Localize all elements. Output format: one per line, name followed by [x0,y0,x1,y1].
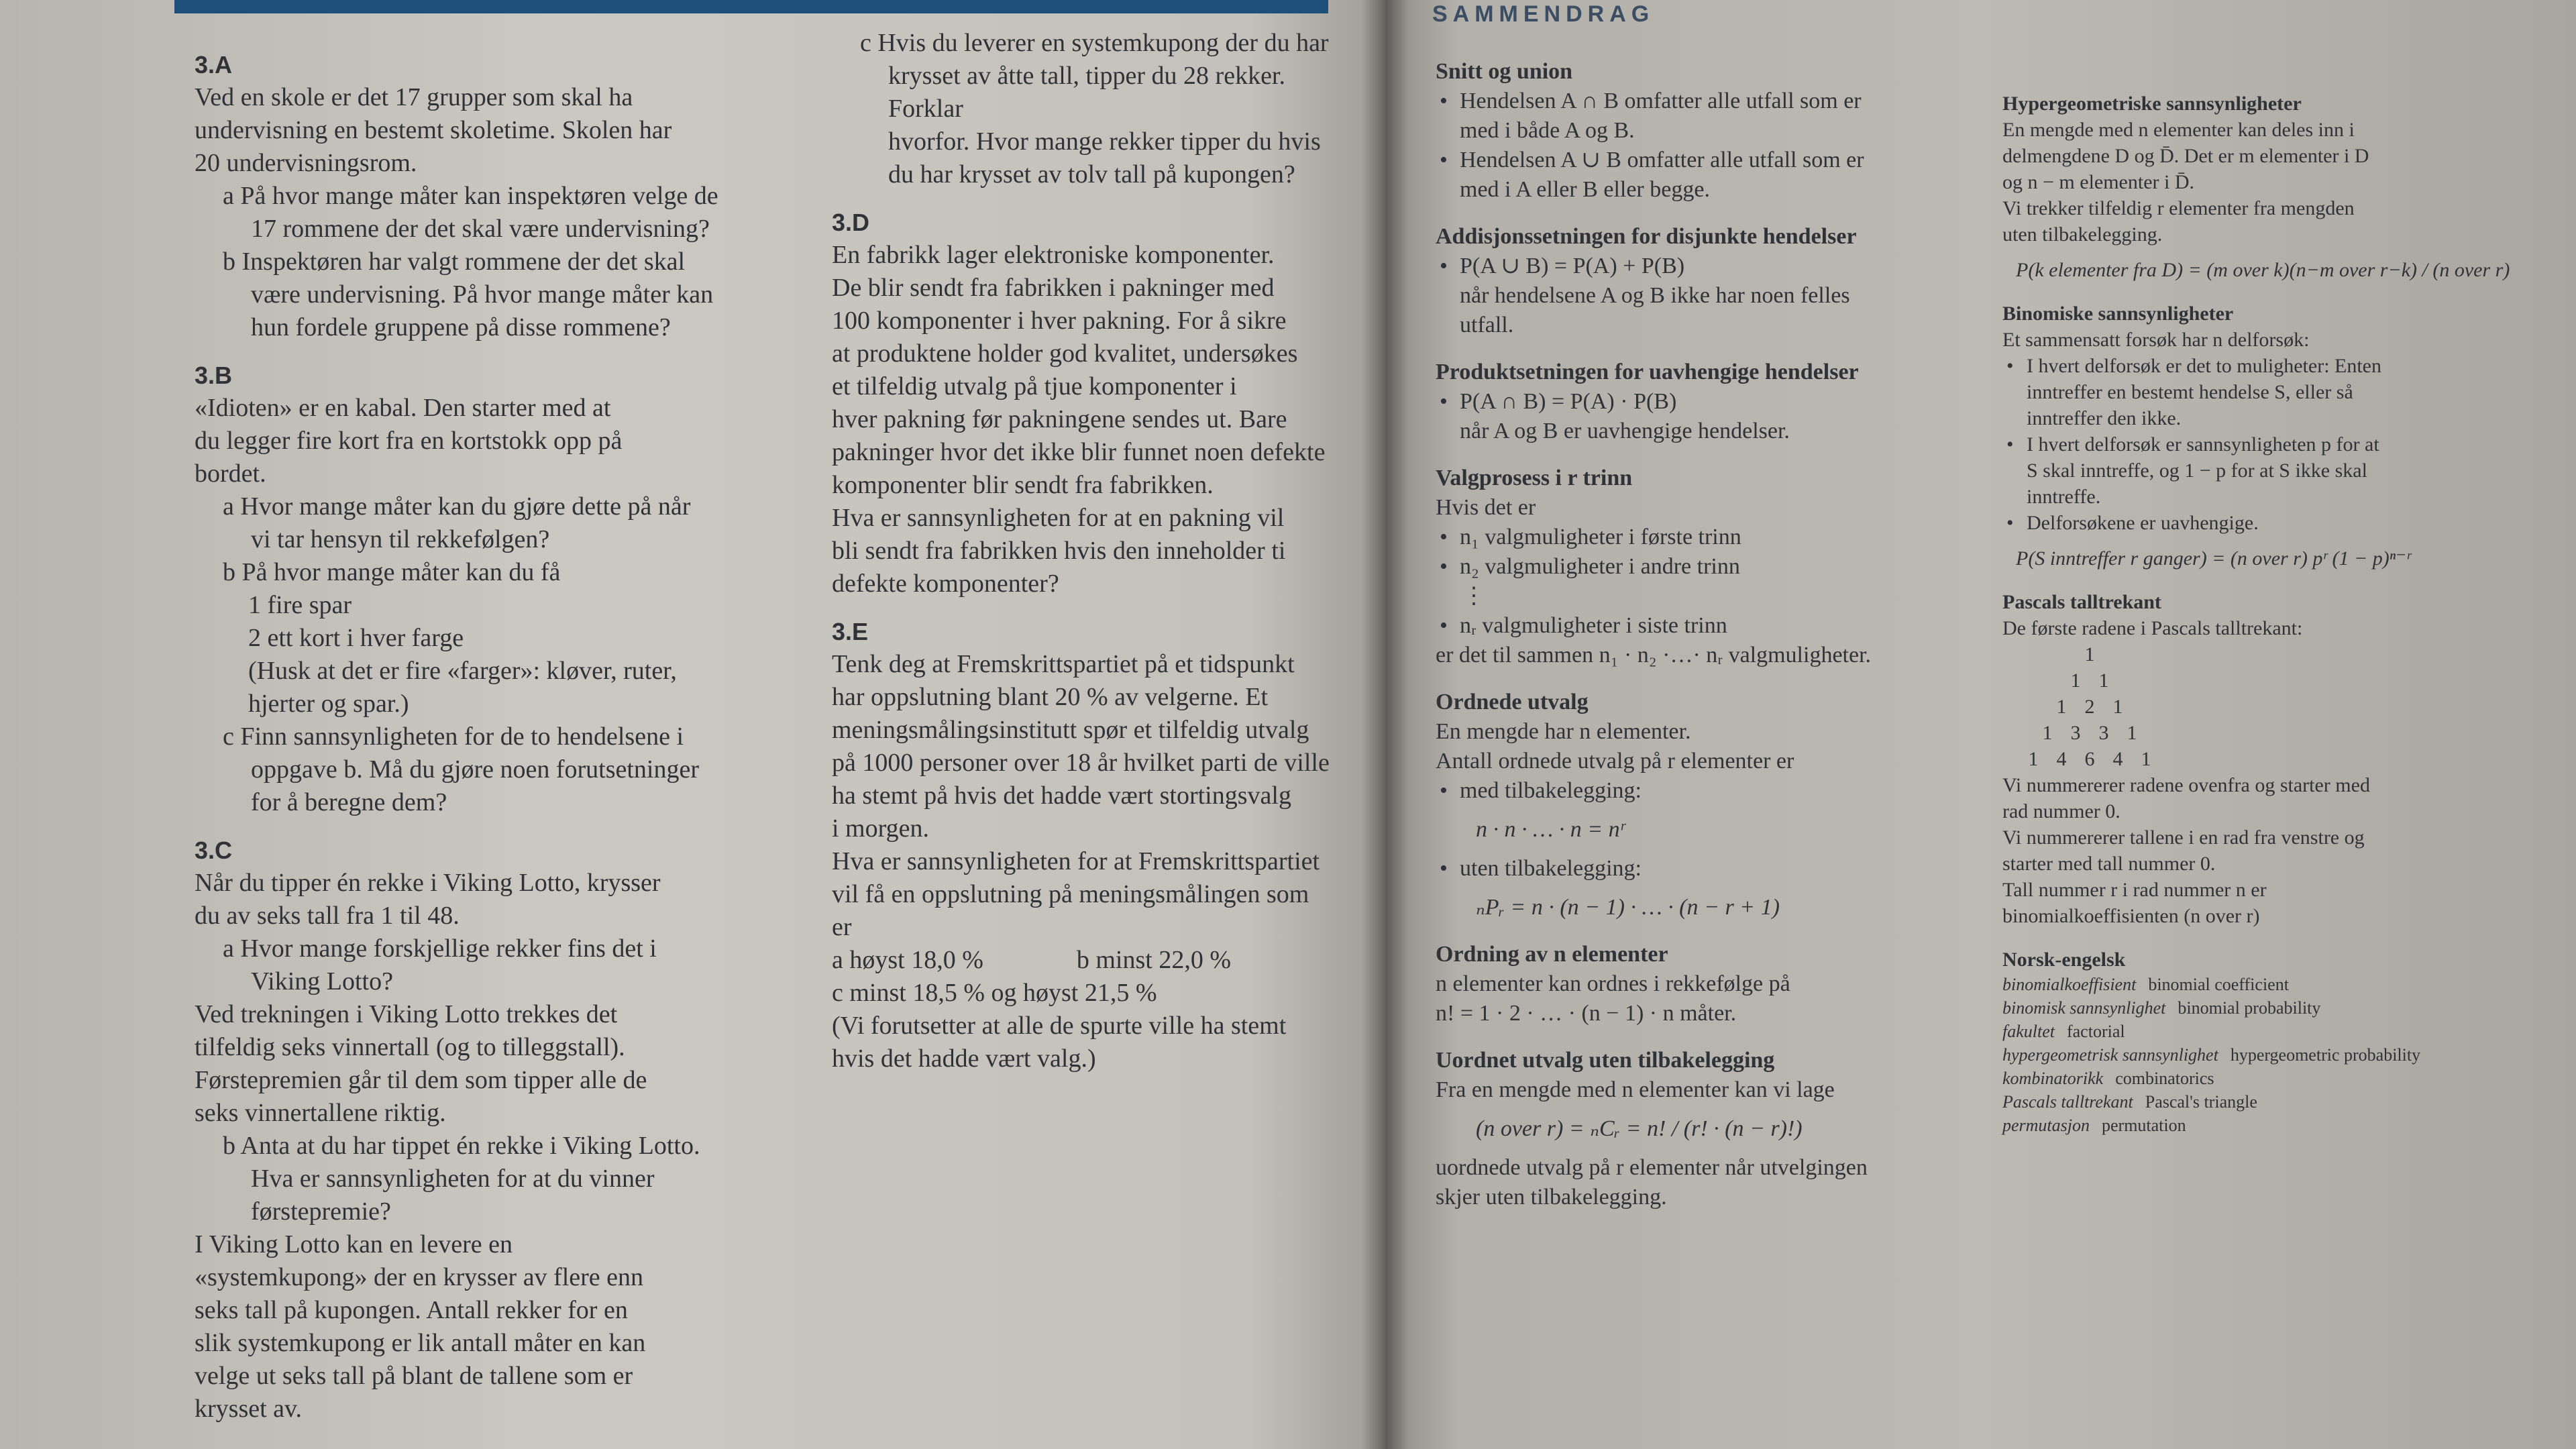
product-rule-heading: Produktsetningen for uavhengige hendelser [1436,360,1859,384]
glossary-list [2002,973,2559,1137]
summary-column-1 [1436,57,1986,1212]
exercise-3c-question-b: b Anta at du har tippet én rekke i Viking Lotto. Hva er sannsynligheten for at du vinner førstepremie? [223,1132,700,1226]
glossary-entry: Pascals talltrekant Pascal's triangle [2002,1092,2257,1112]
hypergeometric-text: En mengde med n elementer kan deles inn i delmengdene D og D̄. Det er m elementer i D og n − m elementer i D̄. Vi trekker tilfeldig r elementer fra mengden uten tilbakelegging. [2002,119,2369,246]
exercise-3e-text: Tenk deg at Fremskrittspartiet på et tidspunkt har oppslutning blant 20 % av velgerne. Et meningsmålingsinstitutt spør et tilfeldig utvalg på 1000 personer over 18 år hvilket parti de ville ha stemt på hvis det hadde vært stortingsvalg i morgen. Hva er sannsynligheten for at Fremskrittspartiet vil få en oppslutning på meningsmålingen som er [832,650,1330,941]
exercise-3b-heading: 3.B [195,362,233,389]
choice-step-last: • nᵣ valgmuligheter i siste trinn [1436,611,1986,641]
top-color-band [174,0,1328,13]
exercise-3e-option-b: b minst 22,0 % [1076,946,1231,974]
ordered-selection-text-2: Antall ordnede utvalg på r elementer er [1436,749,1794,773]
choice-process-intro: Hvis det er [1436,495,1536,520]
exercise-3d-heading: 3.D [832,209,870,236]
binomial-formula: P(S inntreffer r ganger) = (n over r) pʳ (1 − p)ⁿ⁻ʳ [2016,547,2411,570]
factorial-formula: n! = 1 · 2 · … · (n − 1) · n måter. [1436,1001,1737,1026]
addition-rule-heading: Addisjonssetningen for disjunkte hendelser [1436,224,1857,249]
exercise-3e-option-a: a høyst 18,0 % [832,946,983,974]
ordering-heading: Ordning av n elementer [1436,942,1668,967]
glossary-entry: permutasjon permutation [2002,1116,2186,1135]
union-bullet: • Hendelsen A ∪ B omfatter alle utfall som er med i A eller B eller begge. [1436,146,1986,205]
addition-rule-bullet: • P(A ∪ B) = P(A) + P(B) når hendelsene A og B ikke har noen felles utfall. [1436,252,1986,340]
binomial-bullet-2: • I hvert delforsøk er sannsynligheten p for at S skal inntreffe, og 1 − p for at S ikke skal inntreffe. [2002,431,2559,510]
pascal-row: 1 1 [2070,669,2109,692]
unordered-selection-out-1: uordnede utvalg på r elementer når utvelgingen [1436,1155,1868,1180]
with-replacement-bullet: • med tilbakelegging: [1436,776,1986,806]
binomial-intro: Et sammensatt forsøk har n delforsøk: [2002,329,2310,351]
permutation-formula: ₙPᵣ = n · (n − 1) · … · (n − r + 1) [1476,895,1780,920]
exercise-3a-question-a: a På hvor mange måter kan inspektøren velge de 17 rommene der det skal være undervisning? [223,182,718,243]
pascal-triangle [2009,641,2170,772]
exercise-3c-question-c: c Hvis du leverer en systemkupong der du har krysset av åtte tall, tipper du 28 rekker. Forklar hvorfor. Hvor mange rekker tipper du hvis du har krysset av tolv tall på kupongen? [860,29,1329,189]
exercises-column-1 [195,34,812,1426]
product-rule-bullet: • P(A ∩ B) = P(A) · P(B) når A og B er uavhengige hendelser. [1436,387,1986,446]
exercise-3c-text: Når du tipper én rekke i Viking Lotto, krysser du av seks tall fra 1 til 48. [195,869,661,930]
glossary-entry: kombinatorikk combinatorics [2002,1069,2214,1088]
combination-formula: (n over r) = ₙCᵣ = n! / (r! · (n − r)!) [1476,1116,1803,1141]
exercise-3a-heading: 3.A [195,51,233,78]
choice-step-2: • n₂ valgmuligheter i andre trinn [1436,552,1986,582]
snitt-bullet: • Hendelsen A ∩ B omfatter alle utfall som er med i både A og B. [1436,87,1986,146]
pascal-row: 1 2 1 [2056,696,2123,718]
ordered-selection-text-1: En mengde har n elementer. [1436,719,1691,744]
choice-step-1: • n₁ valgmuligheter i første trinn [1436,523,1986,552]
binomial-heading: Binomiske sannsynligheter [2002,303,2234,325]
exercise-3b-text: «Idioten» er en kabal. Den starter med at du legger fire kort fra en kortstokk opp på bordet. [195,394,623,488]
book-gutter [1362,0,1409,1449]
exercise-3c-question-a: a Hvor mange forskjellige rekker fins det i Viking Lotto? [223,934,657,996]
pascal-explanation: Vi nummererer radene ovenfra og starter med rad nummer 0. Vi nummererer tallene i en rad fra venstre og starter med tall nummer 0. Tall nummer r i rad nummer n er binomialkoeffisienten (n over r) [2002,774,2370,927]
exercise-3b-question-c: c Finn sannsynligheten for de to hendelsene i oppgave b. Må du gjøre noen forutsetninger for å beregne dem? [223,722,699,816]
hypergeometric-formula: P(k elementer fra D) = (m over k)(n−m over r−k) / (n over r) [2016,259,2510,281]
summary-column-2 [2002,91,2559,1137]
exercise-3b-item-2: 2 ett kort i hver farge [248,624,464,652]
pascal-row: 1 4 6 4 1 [2028,748,2151,770]
exercise-3d-text: En fabrikk lager elektroniske komponenter. De blir sendt fra fabrikken i pakninger med 100 komponenter i hver pakning. For å sikre at produktene holder god kvalitet, undersøkes et tilfeldig utvalg på tjue komponenter i hver pakning før pakningene sendes ut. Bare pakninger hvor det ikke blir funnet noen defekte komponenter blir sendt fra fabrikken. Hva er sannsynligheten for at en pakning vil bli sendt fra fabrikken hvis den inneholder ti defekte komponenter? [832,241,1326,598]
pascal-row: 1 3 3 1 [2042,722,2137,744]
exercise-3e-options-ab [832,944,1362,977]
exercise-3c-text-2: Ved trekningen i Viking Lotto trekkes det tilfeldig seks vinnertall (og to tilleggstall). Førstepremien går til dem som tipper alle de seks vinnertallene riktig. [195,1000,647,1127]
pascal-intro: De første radene i Pascals talltrekant: [2002,617,2303,639]
ordering-text: n elementer kan ordnes i rekkefølge på [1436,971,1790,996]
exercises-column-2 [832,27,1362,1075]
binomial-bullet-3: • Delforsøkene er uavhengige. [2002,510,2559,536]
exercise-3e-option-c: c minst 18,5 % og høyst 21,5 % [832,979,1157,1007]
choice-process-heading: Valgprosess i r trinn [1436,466,1633,490]
glossary-entry: binomisk sannsynlighet binomial probability [2002,998,2321,1018]
exercise-3c-text-3: I Viking Lotto kan en levere en «systemkupong» der en krysser av flere enn seks tall på kupongen. Antall rekker for en slik systemkupong er lik antall måter en kan velge ut seks tall på blant de tallene som er krysset av. [195,1230,646,1423]
glossary-entry: hypergeometrisk sannsynlighet hypergeometric probability [2002,1045,2421,1065]
snitt-union-heading: Snitt og union [1436,59,1573,84]
choice-process-result: er det til sammen n₁ · n₂ ·…· nᵣ valgmuligheter. [1436,643,1872,667]
choice-step-ellipsis: ⋮ [1462,584,1485,608]
exercise-3b-question-a: a Hvor mange måter kan du gjøre dette på når vi tar hensyn til rekkefølgen? [223,492,691,553]
exercise-3e-heading: 3.E [832,618,869,645]
unordered-selection-out-2: skjer uten tilbakelegging. [1436,1185,1667,1210]
exercise-3b-item-1: 1 fire spar [248,591,352,619]
glossary-entry: binomialkoeffisient binomial coefficient [2002,975,2289,994]
without-replacement-bullet: • uten tilbakelegging: [1436,854,1986,883]
exercise-3e-note: (Vi forutsetter at alle de spurte ville ha stemt hvis det hadde vært valg.) [832,1012,1287,1073]
exercise-3b-note: (Husk at det er fire «farger»: kløver, ruter, hjerter og spar.) [248,657,677,718]
exercise-3c-heading: 3.C [195,837,233,864]
glossary-heading: Norsk-engelsk [2002,949,2126,971]
pascal-heading: Pascals talltrekant [2002,591,2161,613]
hypergeometric-heading: Hypergeometriske sannsynligheter [2002,93,2302,115]
ordered-selection-heading: Ordnede utvalg [1436,690,1589,714]
exercise-3a-text: Ved en skole er det 17 grupper som skal ha undervisning en bestemt skoletime. Skolen har 20 undervisningsrom. [195,83,672,177]
with-replacement-formula: n · n · … · n = nʳ [1476,817,1625,842]
pascal-row: 1 [2084,643,2095,665]
glossary-entry: fakultet factorial [2002,1022,2125,1041]
unordered-selection-text: Fra en mengde med n elementer kan vi lage [1436,1077,1835,1102]
unordered-selection-heading: Uordnet utvalg uten tilbakelegging [1436,1048,1775,1073]
exercise-3a-question-b: b Inspektøren har valgt rommene der det skal være undervisning. På hvor mange måter kan hun fordele gruppene på disse rommene? [223,248,714,341]
binomial-bullet-1: • I hvert delforsøk er det to muligheter: Enten inntreffer en bestemt hendelse S, eller så inntreffer den ikke. [2002,353,2559,431]
summary-title: SAMMENDRAG [1432,1,1655,27]
exercise-3b-question-b: b På hvor mange måter kan du få [223,558,561,586]
